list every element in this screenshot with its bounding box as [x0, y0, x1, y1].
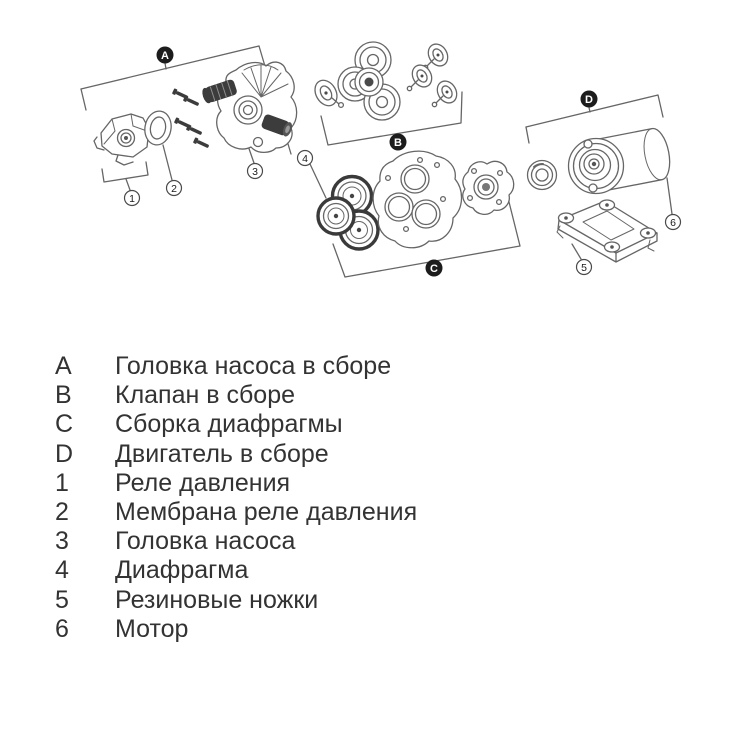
- legend-row: [55, 381, 695, 410]
- legend-row: [55, 615, 695, 644]
- legend-row: [55, 440, 695, 469]
- legend-label: Головка насоса: [115, 527, 296, 556]
- diaphragm-part: [318, 177, 378, 250]
- pump-body-plate-part: [373, 151, 461, 248]
- legend-key: 5: [55, 585, 69, 614]
- legend-row: [55, 352, 695, 381]
- pump-head-part: [201, 62, 297, 152]
- legend-row: [55, 527, 695, 556]
- callout-d-label: D: [585, 94, 593, 106]
- rubber-feet-part: [557, 200, 657, 262]
- legend-label: Двигатель в сборе: [115, 439, 329, 468]
- valve-assembly-part: [311, 41, 461, 120]
- bearing-part: [528, 161, 557, 190]
- callout-a-label: A: [161, 50, 169, 62]
- legend-key: B: [55, 381, 72, 410]
- legend-row: [55, 498, 695, 527]
- legend-label: Мотор: [115, 614, 189, 643]
- callout-5-label: 5: [581, 261, 587, 274]
- legend-label: Диафрагма: [115, 556, 249, 585]
- callout-3-label: 3: [252, 165, 258, 178]
- umbrella-valve-icon: [432, 78, 460, 107]
- umbrella-valve-icon: [423, 41, 451, 70]
- callout-2-label: 2: [171, 182, 177, 195]
- legend-key: 1: [55, 468, 69, 497]
- exploded-parts-diagram: [0, 0, 750, 335]
- legend-label: Резиновые ножки: [115, 585, 319, 614]
- legend-key: C: [55, 410, 74, 439]
- flange-part: [463, 161, 514, 214]
- legend-key: D: [55, 439, 74, 468]
- legend-label: Клапан в сборе: [115, 381, 296, 410]
- callout-b-label: B: [394, 137, 402, 149]
- parts-legend: [55, 352, 695, 644]
- legend-label: Мембрана реле давления: [115, 497, 418, 526]
- legend-row: [55, 469, 695, 498]
- legend-key: 2: [55, 497, 69, 526]
- legend-label: Реле давления: [115, 468, 291, 497]
- callout-c-label: C: [430, 263, 438, 275]
- legend-label: Головка насоса в сборе: [115, 352, 392, 380]
- legend-label: Сборка диафрагмы: [115, 410, 343, 439]
- legend-row: [55, 410, 695, 439]
- pressure-switch-part: [94, 114, 149, 165]
- legend-row: [55, 556, 695, 585]
- callout-4-label: 4: [302, 152, 308, 165]
- callout-6-label: 6: [670, 216, 676, 229]
- legend-row: [55, 586, 695, 615]
- legend-key: A: [55, 352, 72, 380]
- legend-key: 3: [55, 527, 69, 556]
- motor-part: [569, 126, 674, 193]
- callout-1-label: 1: [129, 192, 135, 205]
- pump-exploded-view: [0, 0, 750, 335]
- legend-key: 6: [55, 614, 69, 643]
- legend-key: 4: [55, 556, 69, 585]
- umbrella-valve-icon: [407, 62, 435, 91]
